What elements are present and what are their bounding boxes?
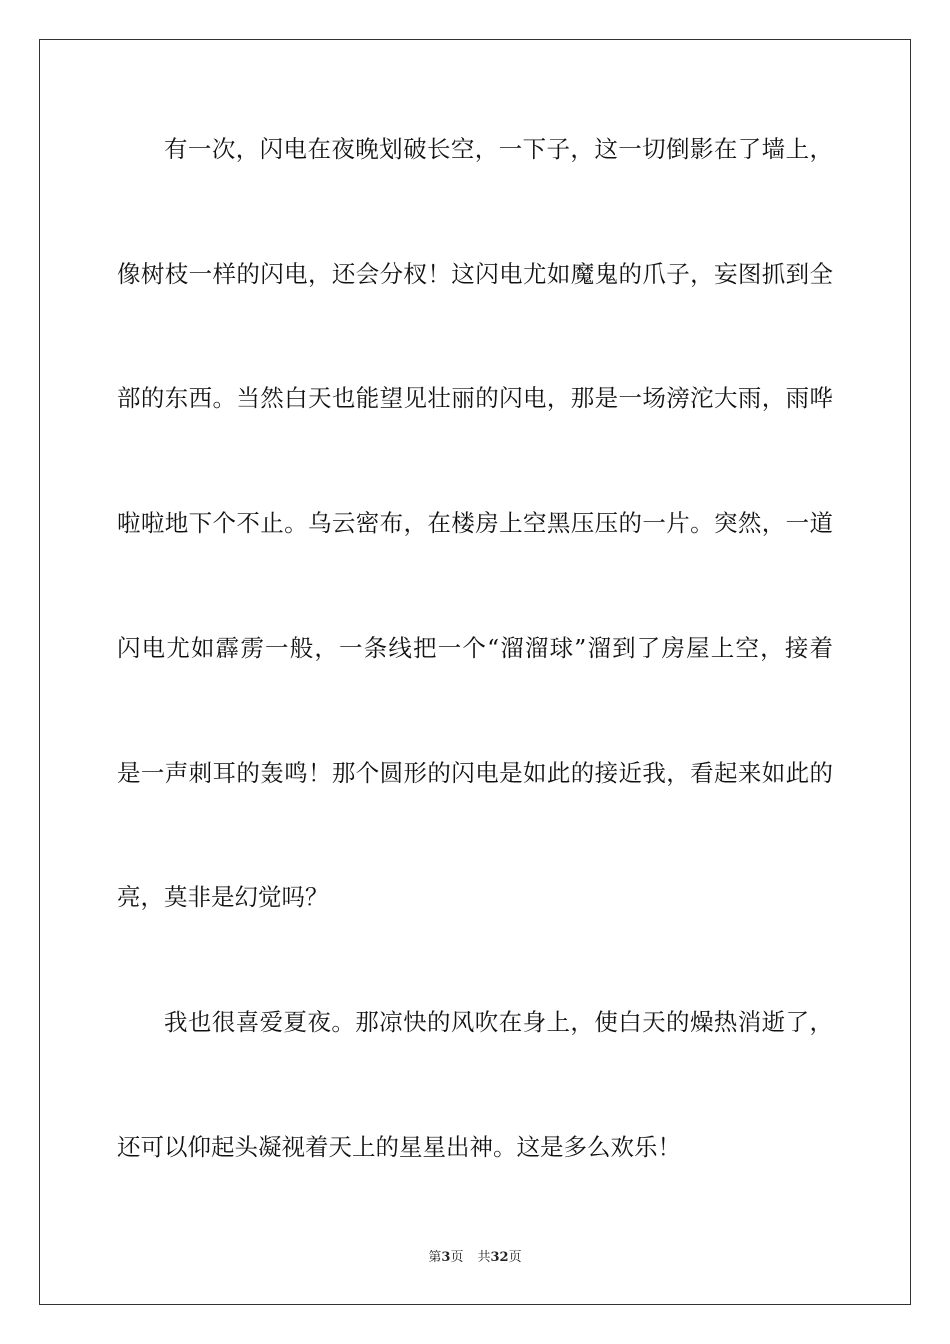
total-prefix: 共 xyxy=(477,1250,491,1265)
page-prefix: 第 xyxy=(428,1250,442,1265)
page-footer xyxy=(0,1246,950,1265)
paragraph-1-line-3: 部的东西。当然白天也能望见壮丽的闪电，那是一场滂沱大雨，雨哗 xyxy=(117,384,833,412)
paragraph-1-line-6: 是一声刺耳的轰鸣！那个圆形的闪电是如此的接近我，看起来如此的 xyxy=(117,759,833,787)
paragraph-1-line-7: 亮，莫非是幻觉吗？ xyxy=(117,883,329,911)
page-border xyxy=(39,39,911,1305)
paragraph-2-line-1: 我也很喜爱夏夜。那凉快的风吹在身上，使白天的燥热消逝了， xyxy=(164,1008,833,1036)
paragraph-1-line-1: 有一次，闪电在夜晚划破长空，一下子，这一切倒影在了墙上， xyxy=(164,135,833,163)
page-number: 3 xyxy=(441,1250,451,1265)
paragraph-1-line-5: 闪电尤如霹雳一般，一条线把一个“溜溜球”溜到了房屋上空，接着 xyxy=(117,634,833,662)
paragraph-1-line-4: 啦啦地下个不止。乌云密布，在楼房上空黑压压的一片。突然，一道 xyxy=(117,509,833,537)
page-suffix: 页 xyxy=(450,1250,464,1265)
paragraph-2-line-2: 还可以仰起头凝视着天上的星星出神。这是多么欢乐！ xyxy=(117,1133,681,1161)
paragraph-1-line-2: 像树枝一样的闪电，还会分杈！这闪电尤如魔鬼的爪子，妄图抓到全 xyxy=(117,260,833,288)
total-pages: 32 xyxy=(490,1250,509,1265)
total-suffix: 页 xyxy=(508,1250,522,1265)
